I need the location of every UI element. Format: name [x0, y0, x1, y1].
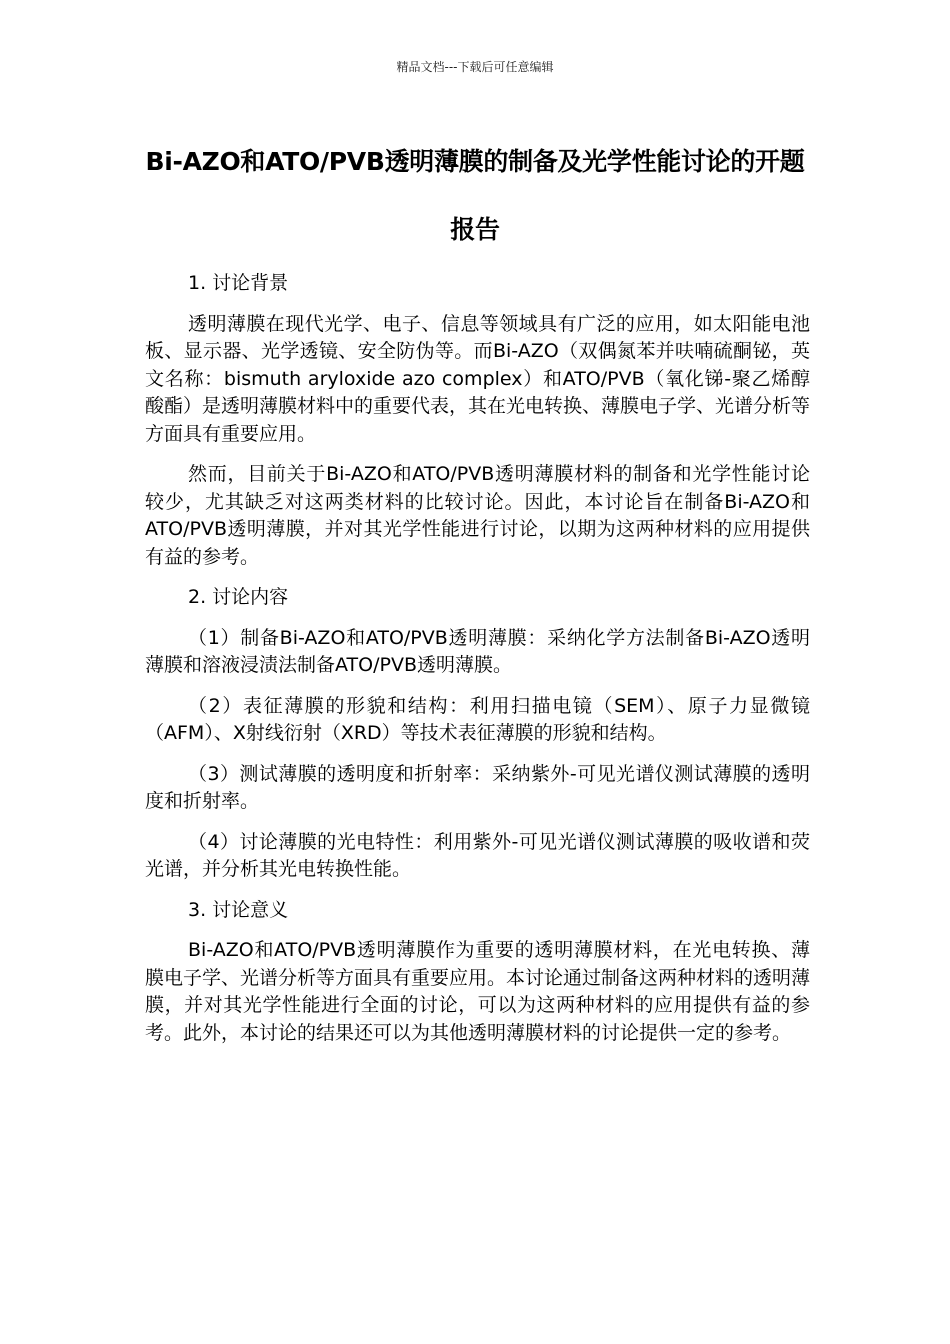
- section-heading-content: 2. 讨论内容: [188, 586, 289, 608]
- list-item: （3）测试薄膜的透明度和折射率：采纳紫外-可见光谱仪测试薄膜的透明度和折射率。: [145, 762, 810, 812]
- paragraph: 然而，目前关于Bi-AZO和ATO/PVB透明薄膜材料的制备和光学性能讨论较少，尤其缺乏对这两类材料的比较讨论。因此，本讨论旨在制备Bi-AZO和ATO/PVB透明薄膜，并对其光学性能进行讨论，以期为这两种材料的应用提供有益的参考。: [145, 463, 810, 568]
- document-body: [145, 270, 810, 1060]
- paragraph: Bi-AZO和ATO/PVB透明薄膜作为重要的透明薄膜材料，在光电转换、薄膜电子学、光谱分析等方面具有重要应用。本讨论通过制备这两种材料的透明薄膜，并对其光学性能进行全面的讨论，可以为这两种材料的应用提供有益的参考。此外，本讨论的结果还可以为其他透明薄膜材料的讨论提供一定的参考。: [145, 939, 811, 1044]
- list-item: （2）表征薄膜的形貌和结构：利用扫描电镜（SEM）、原子力显微镜（AFM）、X射线衍射（XRD）等技术表征薄膜的形貌和结构。: [145, 694, 810, 744]
- list-item: （4）讨论薄膜的光电特性：利用紫外-可见光谱仪测试薄膜的吸收谱和荧光谱，并分析其光电转换性能。: [145, 830, 810, 880]
- section-heading-significance: 3. 讨论意义: [188, 898, 289, 921]
- paragraph: 透明薄膜在现代光学、电子、信息等领域具有广泛的应用，如太阳能电池板、显示器、光学透镜、安全防伪等。而Bi-AZO（双偶氮苯并呋喃硫酮铋，英文名称：bismuth aryloxide azo complex）和ATO/PVB（氧化锑-聚乙烯醇酸酯）是透明薄膜材料中的重要代表，其在光电转换、薄膜电子学、光谱分析等方面具有重要应用。: [145, 312, 811, 445]
- list-item: （1）制备Bi-AZO和ATO/PVB透明薄膜：采纳化学方法制备Bi-AZO透明薄膜和溶液浸渍法制备ATO/PVB透明薄膜。: [145, 626, 810, 676]
- section-heading-background: 1. 讨论背景: [188, 272, 289, 294]
- document-title: Bi-AZO和ATO/PVB透明薄膜的制备及光学性能讨论的开题报告: [145, 147, 805, 244]
- page-header: 精品文档---下载后可任意编辑: [396, 60, 554, 74]
